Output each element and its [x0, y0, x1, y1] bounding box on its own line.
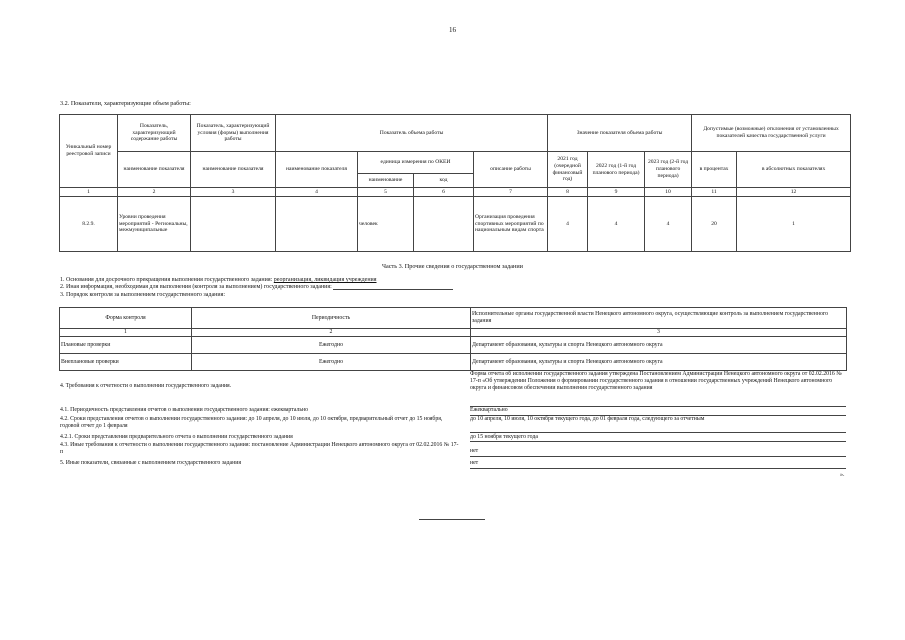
- paragraph-4-2-1: 4.2.1. Сроки представления предварительного отчета о выполнении государственного задания: [60, 434, 293, 440]
- paragraph-1-underlined: реорганизация, ликвидация учреждения: [273, 277, 377, 283]
- cell-unit-name: человек: [358, 197, 414, 252]
- header-year-2023: 2023 год (2-й год планового периода): [645, 152, 692, 188]
- cell-content: Уровни проведения мероприятий - Региональны, межмуниципальные: [118, 197, 191, 252]
- header-unique-number: Уникальный номер реестровой записи: [60, 115, 118, 188]
- paragraph-2-text: 2. Иная информация, необходимая для выполнения (контроля за выполнением) государственного задания:: [60, 284, 332, 290]
- cell-conditions: [191, 197, 276, 252]
- header-indicator-name-3: наименование показателя: [276, 152, 358, 188]
- column-number: 9: [588, 188, 645, 197]
- paragraph-4-3: 4.3. Иные требования к отчетности о выполнении государственного задания: постановление Администрации Ненецкого автономного округа от 02.02.2016 № 17-п: [60, 442, 459, 455]
- divider: [470, 456, 846, 457]
- column-number: 11: [692, 188, 737, 197]
- paragraph-1-text: 1. Основания для досрочного прекращения выполнения государственного задания:: [60, 277, 274, 283]
- cell-authority: Департамент образования, культуры и спорта Ненецкого автономного округа: [471, 354, 847, 371]
- header-work-description: описание работы: [474, 152, 548, 188]
- cell-unit-code: [414, 197, 474, 252]
- divider: [470, 441, 846, 442]
- header-year-2022: 2022 год (1-й год планового периода): [588, 152, 645, 188]
- cell-code: 8.2.9.: [60, 197, 118, 252]
- cell-value-2023: 4: [645, 197, 692, 252]
- blank-line: [333, 284, 453, 290]
- divider: [470, 468, 846, 469]
- header-unit-name: наименование: [358, 174, 414, 188]
- column-number: 6: [414, 188, 474, 197]
- column-number: 2: [192, 329, 471, 337]
- cell-value-2022: 4: [588, 197, 645, 252]
- header-absolute: в абсолютных показателях: [737, 152, 851, 188]
- paragraph-1: [60, 277, 377, 283]
- column-number: 3: [471, 329, 847, 337]
- header-periodicity: Периодичность: [192, 308, 471, 329]
- cell-control-form: Плановые проверки: [60, 337, 192, 354]
- cell-periodicity: Ежегодно: [192, 354, 471, 371]
- paragraph-4-2-1-right: до 15 ноября текущего года: [470, 434, 538, 440]
- column-number: 7: [474, 188, 548, 197]
- paragraph-2: [60, 284, 453, 290]
- cell-work-description: Организация проведения спортивных мероприятий по национальным видам спорта: [474, 197, 548, 252]
- paragraph-3: 3. Порядок контроля за выполнением государственного задания:: [60, 292, 225, 298]
- header-content-indicator: Показатель, характеризующий содержание работы: [118, 115, 191, 152]
- header-allowed-deviation: Допустимые (возможные) отклонения от установленных показателей качества государственной услуги: [692, 115, 851, 152]
- table-row: [60, 337, 847, 354]
- header-control-form: Форма контроля: [60, 308, 192, 329]
- header-unit-okei: единица измерения по ОКЕИ: [358, 152, 474, 174]
- header-volume-value: Значение показателя объема работы: [548, 115, 692, 152]
- column-number: 1: [60, 329, 192, 337]
- paragraph-4-2-right: до 10 апреля, 10 июля, 10 октября текущего года, до 01 февраля года, следующего за отчетным: [470, 416, 705, 422]
- header-conditions-indicator: Показатель, характеризующий условия (формы) выполнения работы: [191, 115, 276, 152]
- header-unit-code: код: [414, 174, 474, 188]
- column-number: 3: [191, 188, 276, 197]
- cell-periodicity: Ежегодно: [192, 337, 471, 354]
- header-volume-indicator: Показатель объема работы: [276, 115, 548, 152]
- end-mark: ».: [840, 472, 845, 478]
- cell-deviation-absolute: 1: [737, 197, 851, 252]
- header-indicator-name-1: наименование показателя: [118, 152, 191, 188]
- control-table: [59, 307, 847, 371]
- header-percent: в процентах: [692, 152, 737, 188]
- section-heading: 3.2. Показатели, характеризующие объем работы:: [60, 100, 191, 107]
- column-number: 12: [737, 188, 851, 197]
- header-control-authority: Исполнительные органы государственной власти Ненецкого автономного округа, осуществляющие контроль за выполнением государственного задания: [471, 308, 847, 329]
- cell-deviation-percent: 20: [692, 197, 737, 252]
- page-number: 16: [449, 26, 456, 34]
- cell-indicator: [276, 197, 358, 252]
- table-row: [60, 354, 847, 371]
- column-number: 8: [548, 188, 588, 197]
- column-number: 1: [60, 188, 118, 197]
- header-indicator-name-2: наименование показателя: [191, 152, 276, 188]
- column-number: 10: [645, 188, 692, 197]
- cell-control-form: Внеплановые проверки: [60, 354, 192, 371]
- footer-line: [419, 519, 485, 520]
- paragraph-4-right: Форма отчета об исполнении государственного задания утверждена Постановлением Администрации Ненецкого автономного округа от 02.02.2016 № 17-п «Об утверждении Положения о формировании государственного задания в отношении государственных учреждений Ненецкого автономного округа и финансовом обеспечении выполнения государственного задания: [470, 371, 842, 391]
- column-number: 4: [276, 188, 358, 197]
- paragraph-4-1-right: Ежеквартально: [470, 407, 508, 413]
- table-row: [60, 197, 851, 252]
- paragraph-5-right: нет: [470, 460, 479, 466]
- cell-authority: Департамент образования, культуры и спорта Ненецкого автономного округа: [471, 337, 847, 354]
- paragraph-5: 5. Иные показатели, связанные с выполнением государственного задания: [60, 460, 241, 466]
- column-number: 2: [118, 188, 191, 197]
- column-number: 5: [358, 188, 414, 197]
- cell-value-2021: 4: [548, 197, 588, 252]
- paragraph-4-1: 4.1. Периодичность представления отчетов о выполнении государственного задания: ежеквартально: [60, 407, 309, 413]
- divider: [470, 432, 846, 433]
- part3-title: Часть 3. Прочие сведения о государственном задании: [382, 263, 523, 270]
- work-volume-table: [59, 114, 851, 252]
- paragraph-4-2: 4.2. Сроки представления отчетов о выполнении государственного задания: до 10 апреля, до 10 июля, до 10 октября, предварительный отчет до 15 ноября, годовой отчет до 1 февраля: [60, 416, 443, 429]
- paragraph-4: 4. Требования к отчетности о выполнении государственного задания.: [60, 383, 232, 389]
- header-year-2021: 2021 год (очередной финансовый год): [548, 152, 588, 188]
- paragraph-4-3-right: нет: [470, 448, 479, 454]
